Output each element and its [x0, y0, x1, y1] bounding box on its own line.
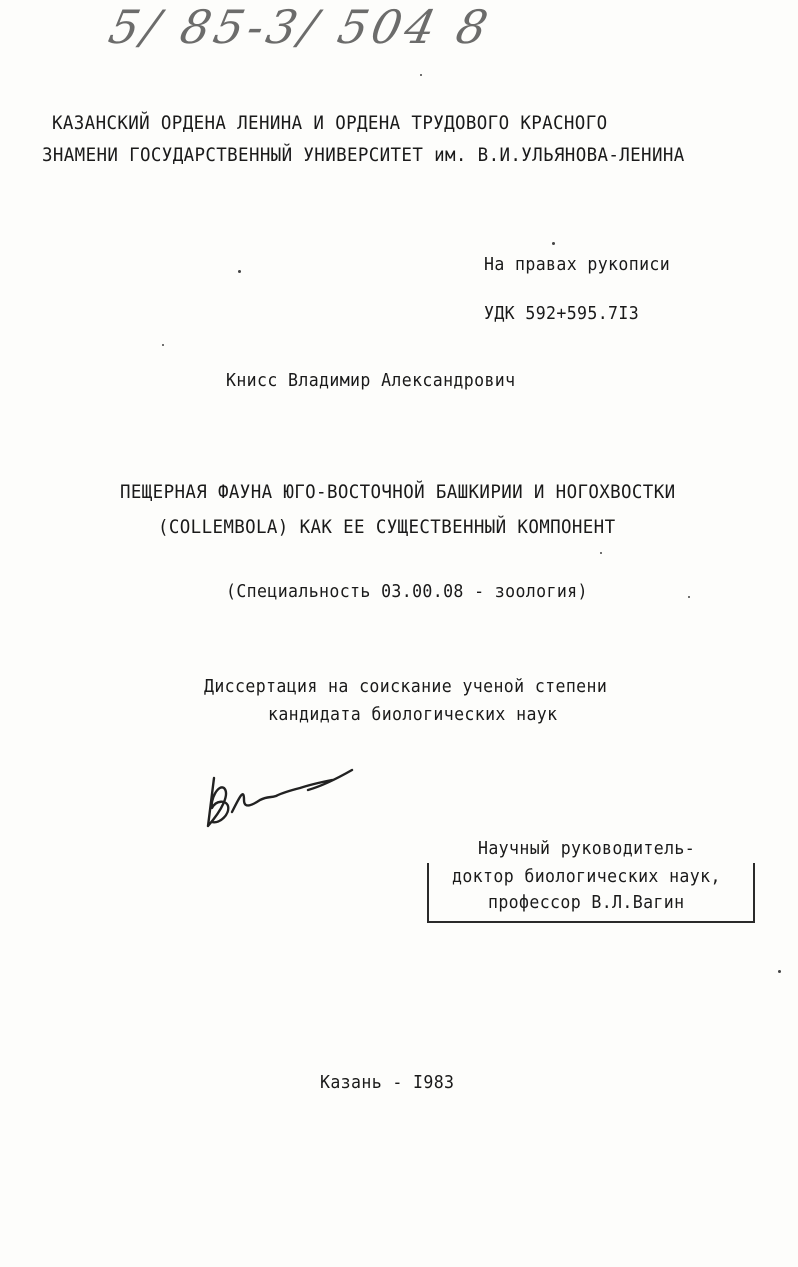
- supervisor-name: профессор В.Л.Вагин: [488, 892, 685, 913]
- scan-speck: [238, 270, 241, 273]
- place-year: Казань - I983: [320, 1072, 455, 1093]
- dissertation-line-2: кандидата биологических наук: [268, 704, 558, 725]
- title-line-2: (COLLEMBOLA) КАК ЕЕ СУЩЕСТВЕННЫЙ КОМПОНЕНТ: [158, 516, 616, 538]
- scan-speck: [162, 344, 164, 346]
- scan-speck: [552, 242, 555, 245]
- institution-line-2: ЗНАМЕНИ ГОСУДАРСТВЕННЫЙ УНИВЕРСИТЕТ им. В.И.УЛЬЯНОВА-ЛЕНИНА: [42, 144, 685, 166]
- author-name: Книсс Владимир Александрович: [226, 370, 516, 391]
- supervisor-degree: доктор биологических наук,: [452, 866, 721, 887]
- rights-note: На правах рукописи: [484, 254, 671, 275]
- title-line-1: ПЕЩЕРНАЯ ФАУНА ЮГО-ВОСТОЧНОЙ БАШКИРИИ И НОГОХВОСТКИ: [120, 481, 676, 503]
- scan-speck: [420, 74, 422, 76]
- specialty: (Специальность 03.00.08 - зоология): [226, 581, 588, 602]
- author-signature: [200, 760, 370, 840]
- udc-code: УДК 592+595.7I3: [484, 303, 640, 324]
- scan-speck: [778, 970, 781, 973]
- dissertation-line-1: Диссертация на соискание ученой степени: [204, 676, 608, 697]
- scan-speck: [688, 596, 690, 598]
- institution-line-1: КАЗАНСКИЙ ОРДЕНА ЛЕНИНА И ОРДЕНА ТРУДОВОГО КРАСНОГО: [52, 112, 608, 134]
- supervisor-label: Научный руководитель-: [478, 838, 696, 859]
- handwritten-archive-number: 5/ 85-3/ 504 8: [104, 0, 497, 54]
- scan-speck: [600, 552, 602, 554]
